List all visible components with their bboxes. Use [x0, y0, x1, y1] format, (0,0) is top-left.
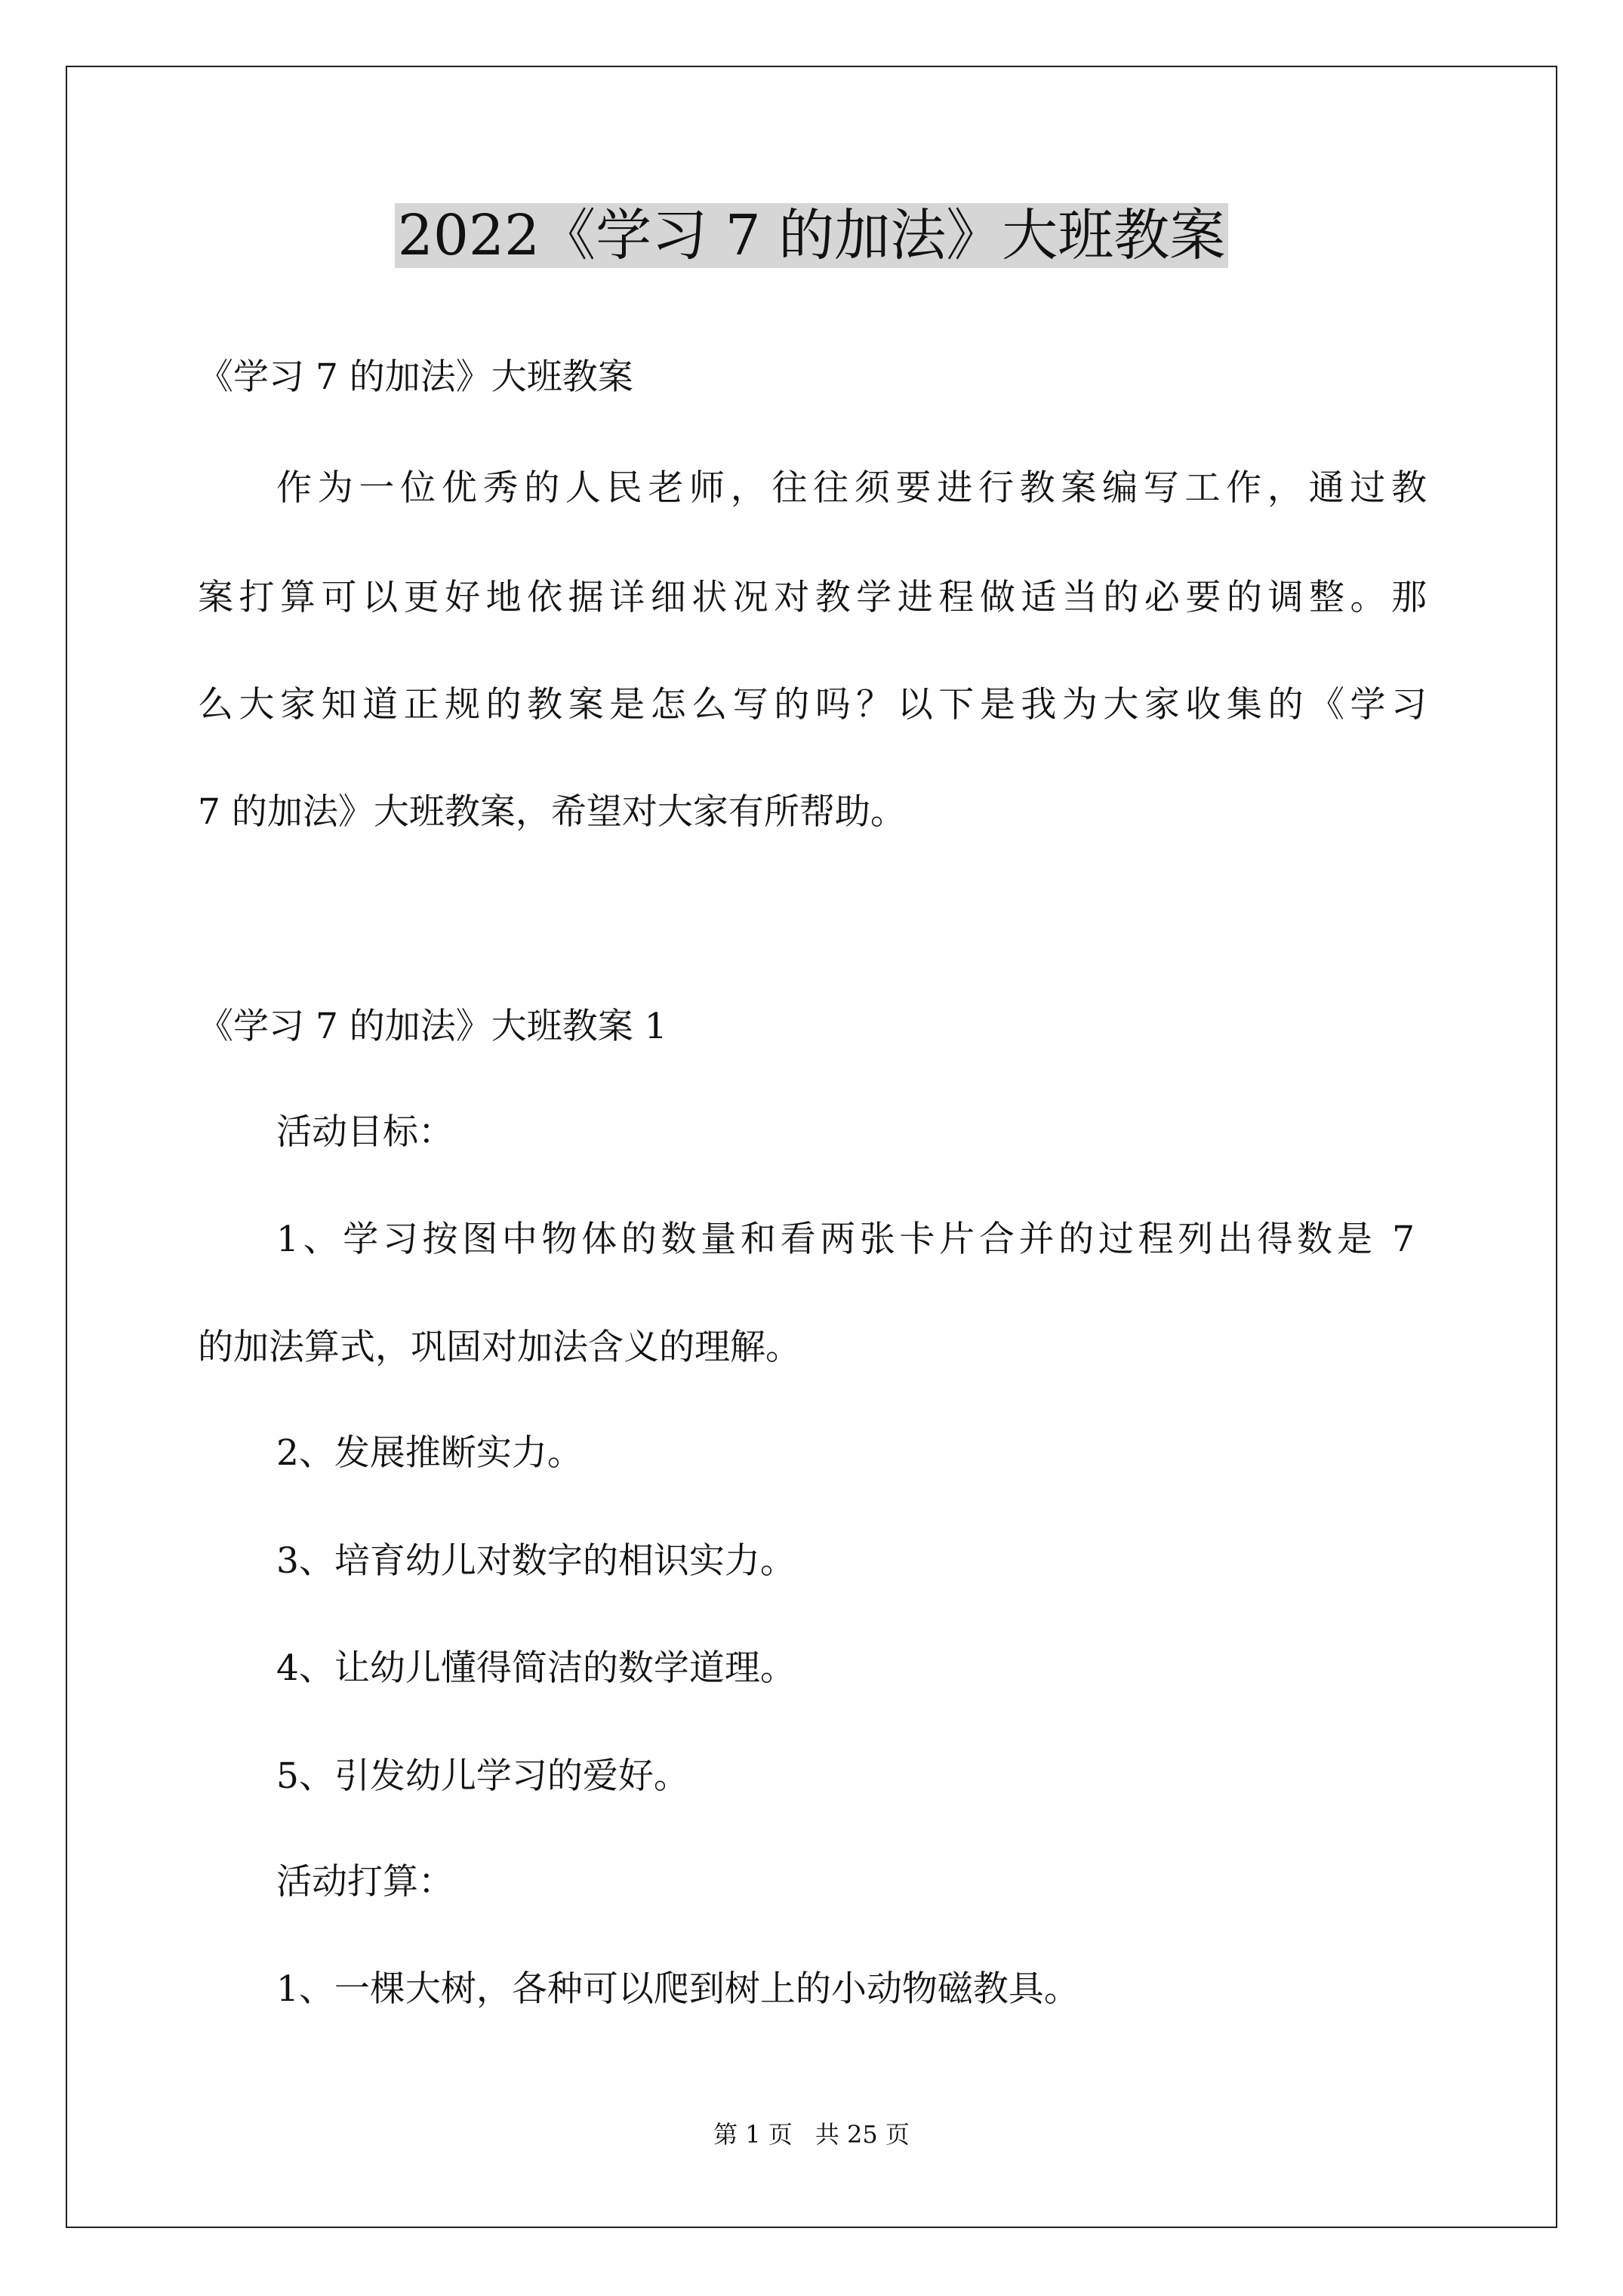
document-title-text: 2022《学习 7 的加法》大班教案 — [395, 203, 1228, 268]
document-subtitle: 《学习 7 的加法》大班教案 — [198, 356, 633, 398]
intro-line-4: 7 的加法》大班教案，希望对大家有所帮助。 — [198, 791, 906, 833]
page-footer — [0, 2119, 1623, 2150]
section-heading: 《学习 7 的加法》大班教案 1 — [198, 1006, 667, 1047]
page-total: 共 25 页 — [815, 2120, 910, 2149]
goal-1-line-2: 的加法算式，巩固对加法含义的理解。 — [198, 1327, 801, 1368]
prep-label: 活动打算： — [276, 1861, 454, 1903]
goal-3: 3、培育幼儿对数字的相识实力。 — [276, 1540, 796, 1582]
intro-line-2: 案打算可以更好地依据详细状况对教学进程做适当的必要的调整。那 — [198, 577, 1427, 618]
document-title — [0, 198, 1623, 273]
goal-5: 5、引发幼儿学习的爱好。 — [276, 1755, 689, 1797]
goal-4: 4、让幼儿懂得简洁的数学道理。 — [276, 1647, 796, 1689]
page-current: 第 1 页 — [713, 2120, 793, 2149]
goal-2: 2、发展推断实力。 — [276, 1432, 583, 1474]
intro-line-1: 作为一位优秀的人民老师，往往须要进行教案编写工作，通过教 — [276, 467, 1427, 509]
intro-line-3: 么大家知道正规的教案是怎么写的吗？以下是我为大家收集的《学习 — [198, 684, 1427, 726]
goals-label: 活动目标： — [276, 1111, 454, 1153]
prep-item-1: 1、一棵大树，各种可以爬到树上的小动物磁教具。 — [276, 1968, 1079, 2010]
goal-1-line-1: 1、学习按图中物体的数量和看两张卡片合并的过程列出得数是 7 — [276, 1219, 1415, 1260]
